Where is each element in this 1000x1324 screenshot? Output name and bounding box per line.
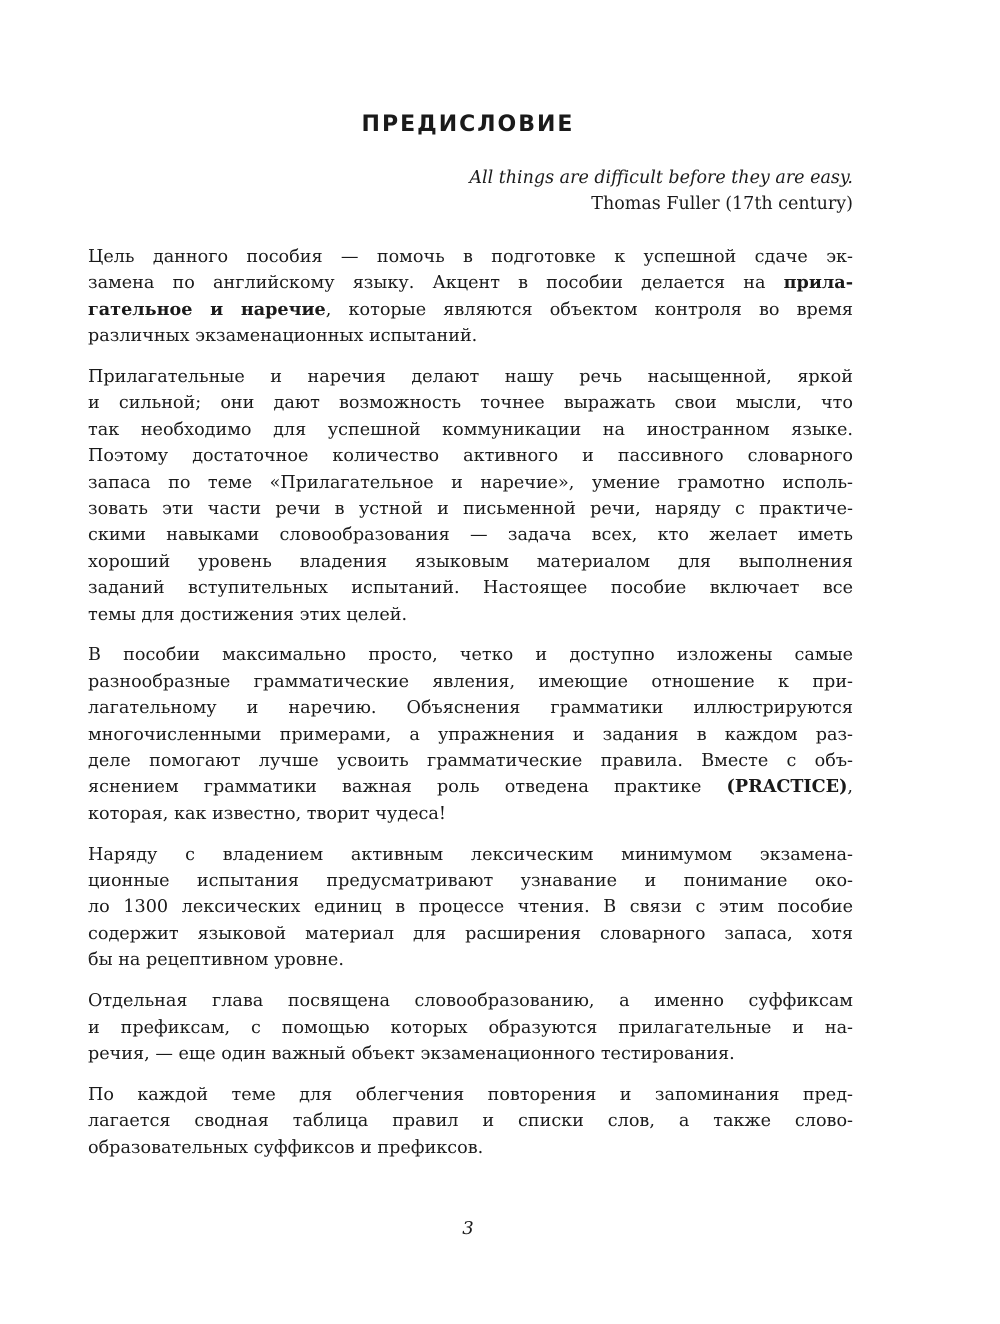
page-number: 3 — [462, 1218, 474, 1239]
text-line — [88, 921, 853, 947]
text-segment: многочисленными примерами, а упражнения и задания в каждом раз- — [88, 724, 853, 745]
paragraph — [88, 842, 853, 974]
text-line — [88, 390, 853, 416]
text-segment: различных экзаменационных испытаний. — [88, 326, 478, 347]
paragraph — [88, 1082, 853, 1161]
text-segment: разнообразные грамматические явления, имеющие отношение к при- — [88, 671, 853, 692]
bold-text: (PRACTICE) — [726, 776, 848, 798]
paragraph — [88, 244, 853, 350]
text-segment: ционные испытания предусматривают узнавание и понимание око- — [88, 871, 853, 892]
text-segment: Прилагательные и наречия делают нашу речь насыщенной, яркой — [88, 367, 853, 388]
bold-text: прила- — [783, 272, 853, 294]
text-segment: хороший уровень владения языковым материалом для выполнения — [88, 551, 853, 572]
text-line — [88, 549, 853, 575]
text-segment: , которые являются объектом контроля во время — [325, 299, 854, 320]
epigraph-quote: All things are difficult before they are easy. — [469, 168, 853, 188]
text-segment: так необходимо для успешной коммуникации на иностранном языке. — [88, 419, 853, 440]
text-segment: Цель данного пособия — помочь в подготовке к успешной сдаче эк- — [88, 247, 853, 267]
text-segment: деле помогают лучше усвоить грамматические правила. Вместе с объ- — [88, 751, 853, 772]
text-segment: зовать эти части речи в устной и письменной речи, наряду с практиче- — [88, 499, 853, 520]
text-segment: запаса по теме «Прилагательное и наречие», умение грамотно исполь- — [88, 472, 853, 493]
text-segment: которая, как известно, творит чудеса! — [88, 803, 446, 824]
text-line — [88, 1135, 853, 1161]
text-line — [88, 947, 853, 973]
text-segment: Наряду с владением активным лексическим минимумом экзамена- — [88, 844, 853, 865]
text-line — [88, 868, 853, 894]
text-segment: образовательных суффиксов и префиксов. — [88, 1137, 484, 1158]
text-line — [88, 1108, 853, 1134]
text-segment: ло 1300 лексических единиц в процессе чтения. В связи с этим пособие — [88, 897, 853, 918]
text-line — [88, 1015, 853, 1041]
text-line — [88, 894, 853, 920]
text-line — [88, 1041, 853, 1067]
body-text — [88, 244, 853, 1176]
paragraph — [88, 364, 853, 628]
text-line — [88, 774, 853, 800]
text-segment: Отдельная глава посвящена словообразованию, а именно суффиксам — [88, 991, 853, 1012]
text-line — [88, 988, 853, 1014]
text-line — [88, 748, 853, 774]
text-segment: лагается сводная таблица правил и списки слов, а также слово- — [88, 1111, 853, 1132]
epigraph-author: Thomas Fuller (17th century) — [591, 194, 853, 214]
text-line — [88, 443, 853, 469]
text-line — [88, 722, 853, 748]
text-segment: яснением грамматики важная роль отведена практике — [88, 777, 727, 798]
text-line — [88, 642, 853, 668]
text-segment: По каждой теме для облегчения повторения и запоминания пред- — [88, 1084, 853, 1105]
text-segment: речия, — еще один важный объект экзаменационного тестирования. — [88, 1043, 735, 1064]
text-line — [88, 695, 853, 721]
text-line — [88, 323, 853, 349]
page-title: ПРЕДИСЛОВИЕ — [361, 112, 575, 137]
bold-text: гательное и наречие — [88, 298, 326, 320]
text-segment: , — [847, 777, 853, 798]
paragraph — [88, 988, 853, 1067]
text-segment: лагательному и наречию. Объяснения грамматики иллюстрируются — [88, 698, 853, 719]
text-segment: заданий вступительных испытаний. Настоящее пособие включает все — [88, 578, 853, 599]
text-line — [88, 270, 853, 296]
text-segment: бы на рецептивном уровне. — [88, 950, 344, 971]
text-segment: и сильной; они дают возможность точнее выражать свои мысли, что — [88, 393, 853, 414]
text-line — [88, 417, 853, 443]
paragraph — [88, 642, 853, 827]
text-line — [88, 470, 853, 496]
text-line — [88, 496, 853, 522]
text-line — [88, 842, 853, 868]
text-segment: скими навыками словообразования — задача всех, кто желает иметь — [88, 525, 853, 546]
text-segment: темы для достижения этих целей. — [88, 604, 408, 625]
text-line — [88, 602, 853, 628]
text-segment: и префиксам, с помощью которых образуются прилагательные и на- — [88, 1017, 853, 1038]
text-line — [88, 297, 853, 323]
text-line — [88, 244, 853, 270]
text-line — [88, 364, 853, 390]
text-segment: содержит языковой материал для расширения словарного запаса, хотя — [88, 923, 853, 944]
text-segment: Поэтому достаточное количество активного и пассивного словарного — [88, 446, 853, 467]
text-line — [88, 669, 853, 695]
text-segment: В пособии максимально просто, четко и доступно изложены самые — [88, 645, 853, 666]
text-line — [88, 575, 853, 601]
text-line — [88, 801, 853, 827]
text-line — [88, 1082, 853, 1108]
text-segment: замена по английскому языку. Акцент в пособии делается на — [88, 273, 784, 294]
text-line — [88, 522, 853, 548]
